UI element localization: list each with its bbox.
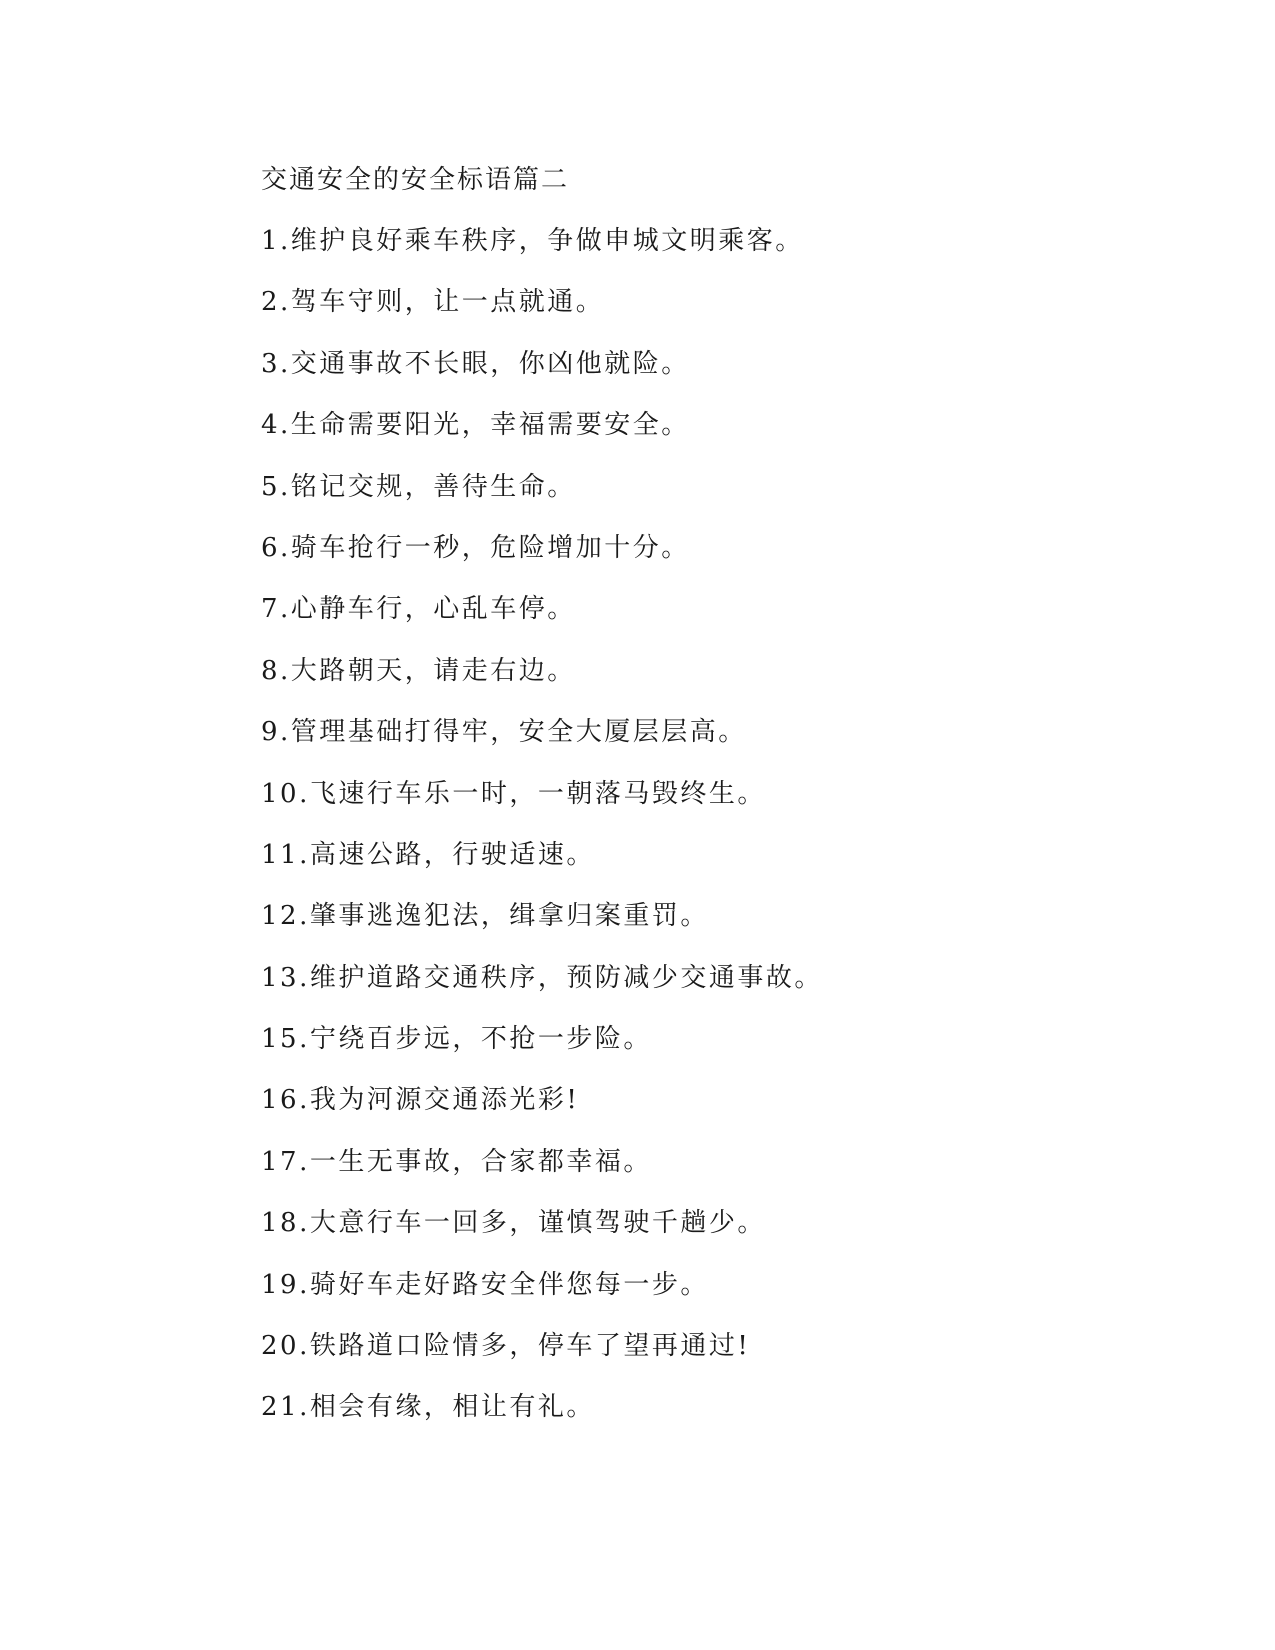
slogan-item: 20.铁路道口险情多，停车了望再通过! [261, 1331, 751, 1362]
slogan-item: 17.一生无事故，合家都幸福。 [261, 1146, 652, 1177]
slogan-item: 3.交通事故不长眼，你凶他就险。 [261, 348, 690, 379]
slogan-item: 19.骑好车走好路安全伴您每一步。 [261, 1269, 709, 1300]
slogan-item: 12.肇事逃逸犯法，缉拿归案重罚。 [261, 901, 709, 932]
slogan-item: 8.大路朝天，请走右边。 [261, 655, 576, 686]
slogan-item: 15.宁绕百步远，不抢一步险。 [261, 1024, 652, 1055]
slogan-item: 13.维护道路交通秩序，预防减少交通事故。 [261, 962, 823, 993]
slogan-list [261, 223, 1161, 1425]
section-heading: 交通安全的安全标语篇二 [261, 165, 570, 195]
slogan-item: 2.驾车守则，让一点就通。 [261, 287, 605, 318]
slogan-item: 21.相会有缘，相让有礼。 [261, 1392, 595, 1423]
slogan-item: 5.铭记交规，善待生命。 [261, 471, 576, 502]
slogan-item: 7.心静车行，心乱车停。 [261, 594, 576, 625]
slogan-item: 18.大意行车一回多，谨慎驾驶千趟少。 [261, 1208, 766, 1239]
slogan-item: 16.我为河源交通添光彩! [261, 1085, 580, 1116]
slogan-item: 11.高速公路，行驶适速。 [261, 839, 595, 870]
slogan-item: 6.骑车抢行一秒，危险增加十分。 [261, 532, 690, 563]
document-body [261, 162, 1161, 1451]
slogan-item: 1.维护良好乘车秩序，争做申城文明乘客。 [261, 226, 804, 256]
slogan-item: 10.飞速行车乐一时，一朝落马毁终生。 [261, 778, 766, 809]
slogan-item: 4.生命需要阳光，幸福需要安全。 [261, 410, 690, 441]
slogan-item: 9.管理基础打得牢，安全大厦层层高。 [261, 717, 747, 748]
